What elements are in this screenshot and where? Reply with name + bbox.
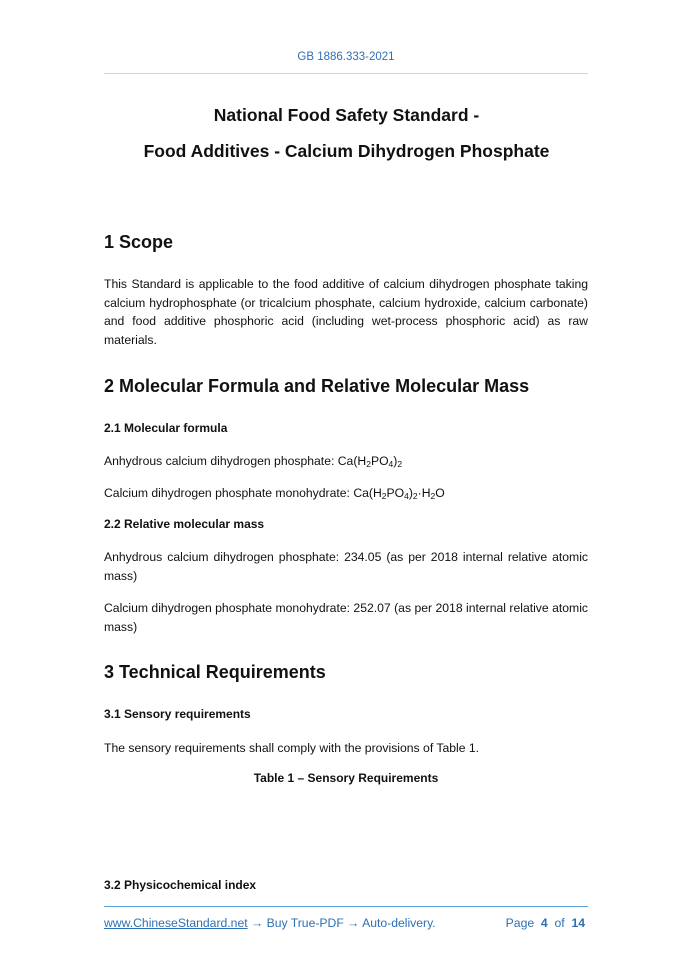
section-3-1-heading: 3.1 Sensory requirements <box>104 707 251 721</box>
mass-anhydrous: Anhydrous calcium dihydrogen phosphate: 234.05 (as per 2018 internal relative atomic mass) <box>104 550 588 583</box>
promo-text: → Buy True-PDF → Auto-delivery. <box>247 916 436 930</box>
document-title-line2: Food Additives - Calcium Dihydrogen Phosphate <box>143 141 550 161</box>
formula-anhydrous-label: Anhydrous calcium dihydrogen phosphate: <box>104 454 338 468</box>
document-code-header: GB 1886.333-2021 <box>297 51 395 63</box>
table-1-caption: Table 1 – Sensory Requirements <box>253 771 439 785</box>
page-label: Page <box>505 916 535 930</box>
of-label: of <box>554 916 565 930</box>
section-1-heading: 1 Scope <box>104 232 174 252</box>
footer-promo <box>104 916 436 930</box>
formula-monohydrate-label: Calcium dihydrogen phosphate monohydrate: <box>104 486 354 500</box>
formula-anhydrous <box>104 452 588 471</box>
page-total: 14 <box>571 916 585 930</box>
formula-monohydrate <box>104 484 588 503</box>
section-2-2-heading: 2.2 Relative molecular mass <box>104 517 265 531</box>
document-title-line1: National Food Safety Standard - <box>213 105 480 125</box>
section-3-2-heading: 3.2 Physicochemical index <box>104 878 257 892</box>
site-link[interactable]: www.ChineseStandard.net <box>104 916 248 930</box>
mass-monohydrate: Calcium dihydrogen phosphate monohydrate: 252.07 (as per 2018 internal relative atomic mass) <box>104 601 588 634</box>
formula-monohydrate-value: $Ca(H_2PO_4)_2\cdot H_2O$ <box>353 486 445 501</box>
section-2-1-heading: 2.1 Molecular formula <box>104 421 228 435</box>
section-2-heading: 2 Molecular Formula and Relative Molecular Mass <box>104 376 530 396</box>
footer-divider <box>104 906 588 907</box>
formula-anhydrous-value: $Ca(H_2PO_4)_2$ <box>337 454 403 469</box>
section-3-1-body: The sensory requirements shall comply with the provisions of Table 1. <box>104 741 480 755</box>
section-1-body: This Standard is applicable to the food additive of calcium dihydrogen phosphate taking calcium hydrophosphate (or tricalcium phosphate, calcium hydroxide, calcium carbonate) and food additive phosphoric acid (including wet-process phosphoric acid) as raw materials. <box>104 277 588 347</box>
section-3-heading: 3 Technical Requirements <box>104 662 326 682</box>
header-divider <box>104 73 588 74</box>
page-indicator <box>506 916 585 930</box>
page-current: 4 <box>540 916 548 930</box>
